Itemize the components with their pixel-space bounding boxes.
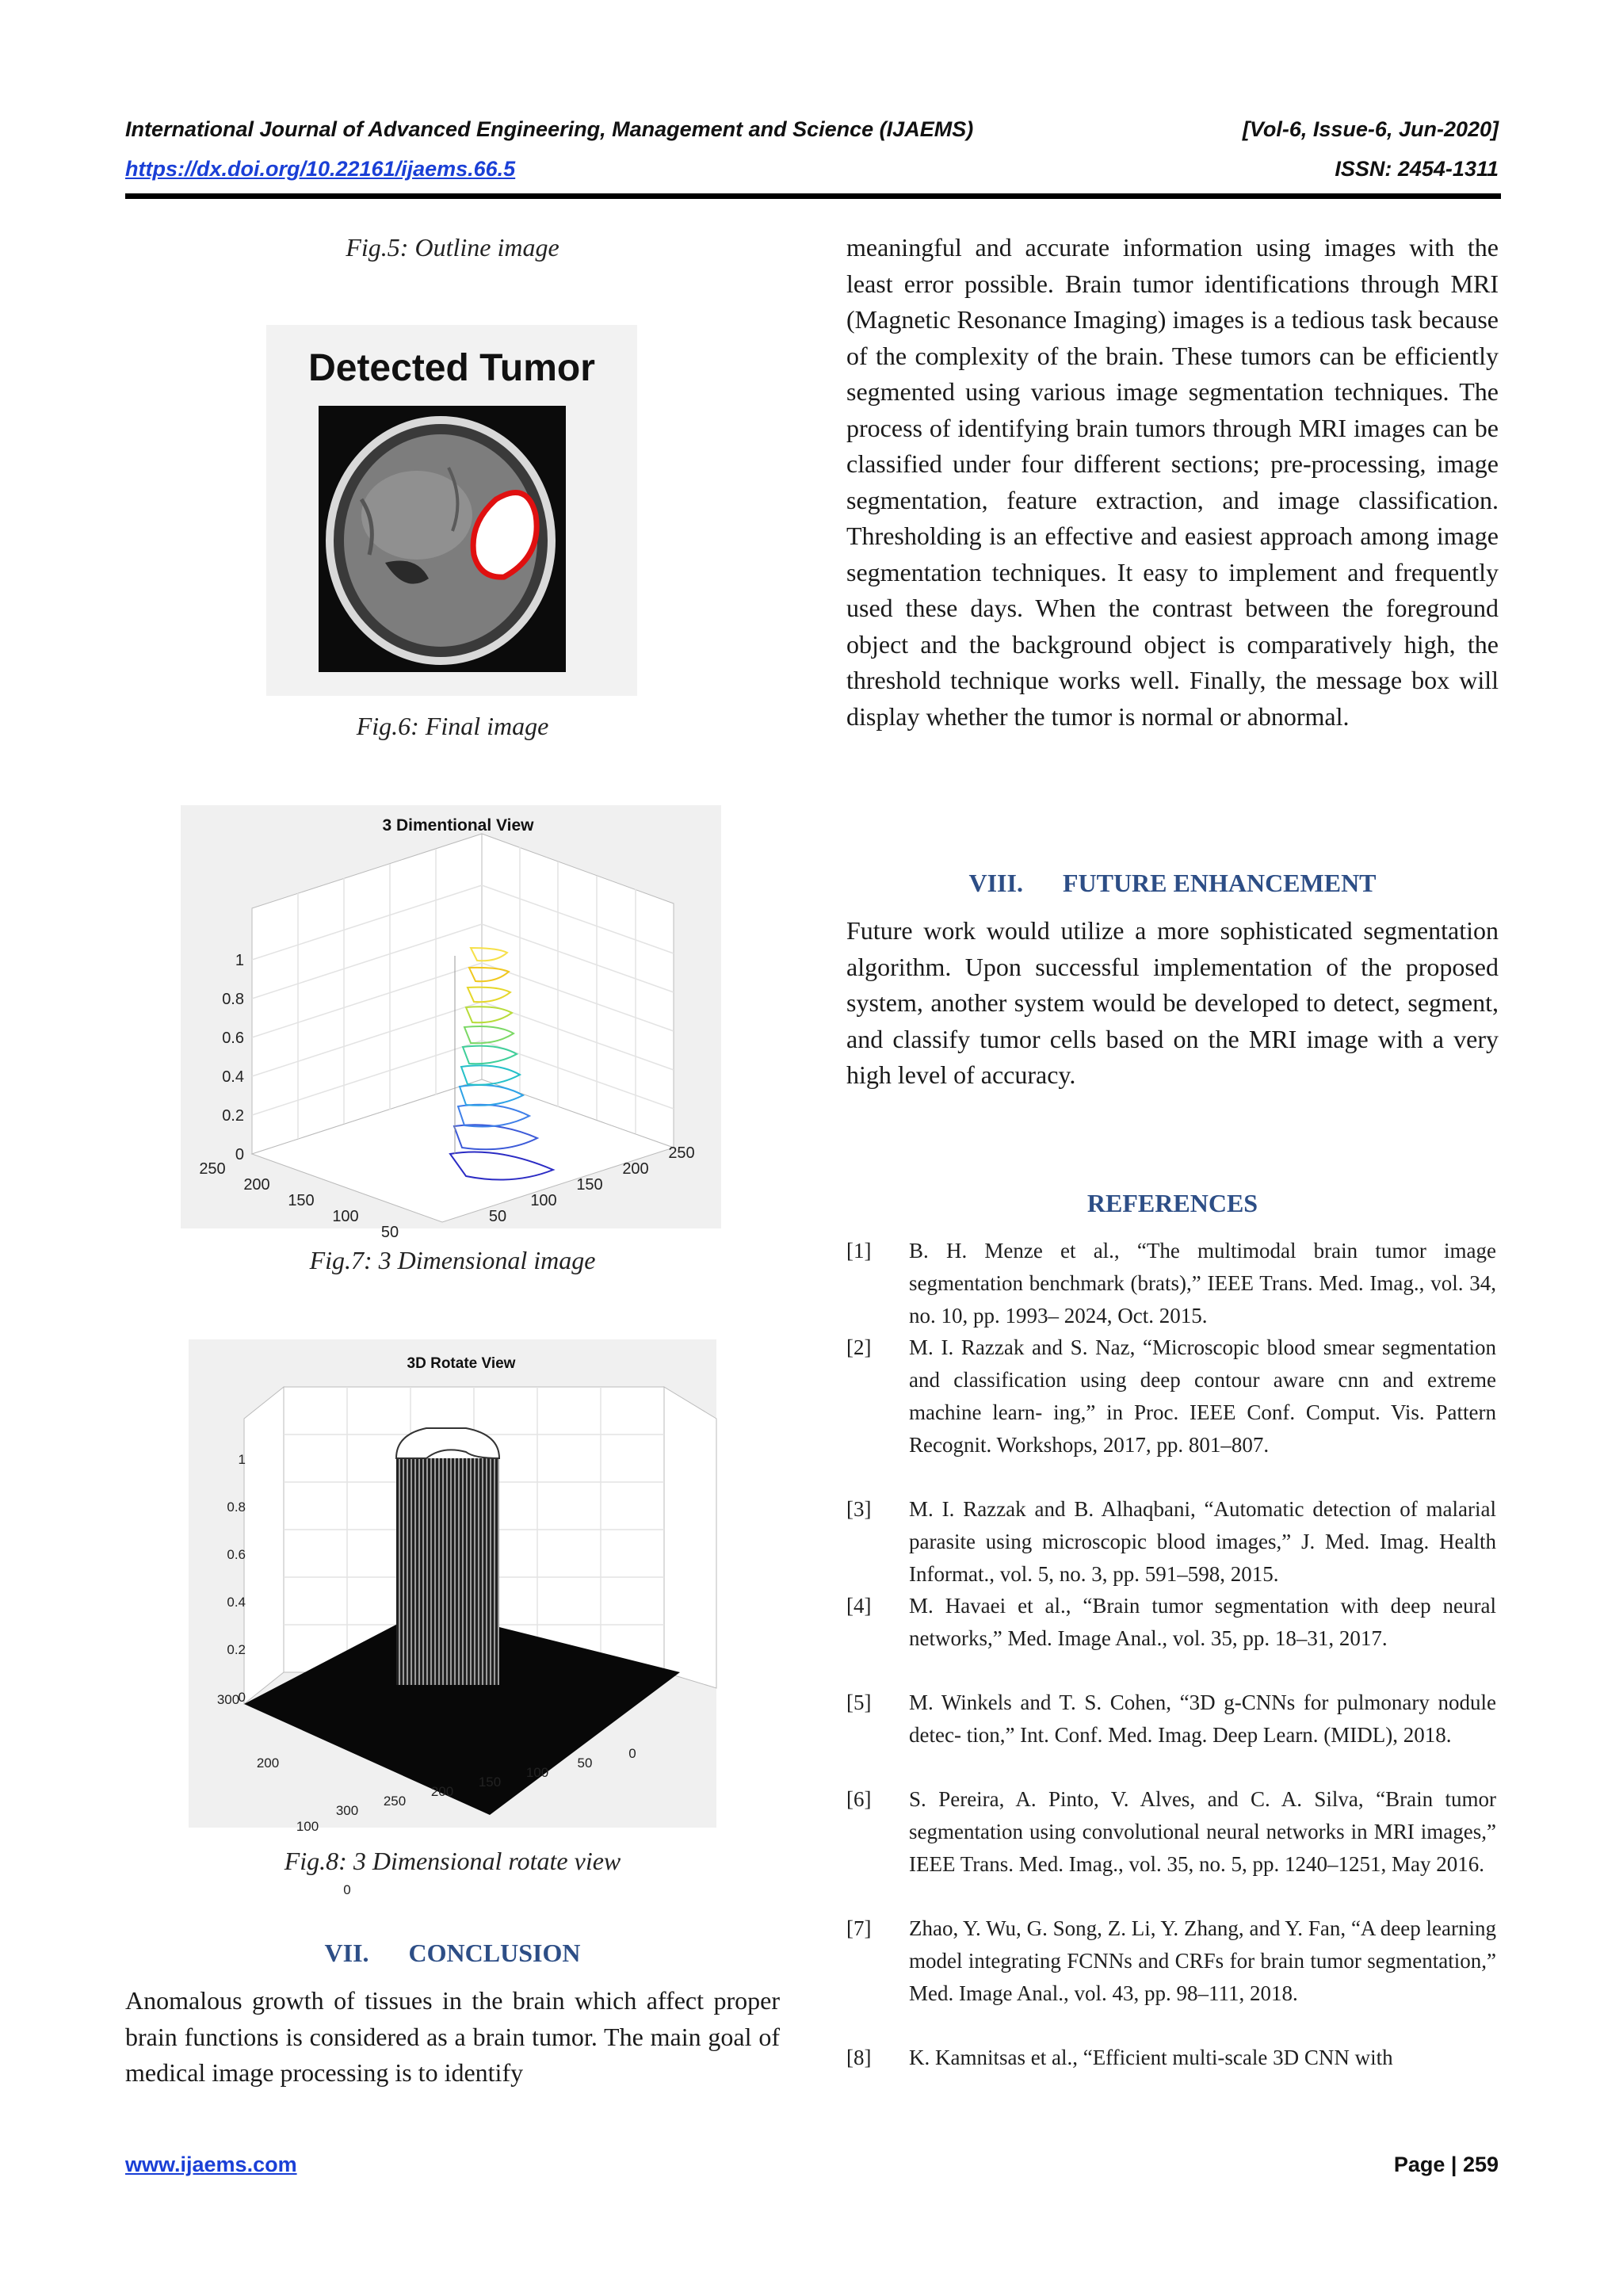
chart7-y-tick-label: 50 (380, 1224, 399, 1241)
chart7-y-tick-label: 150 (288, 1192, 315, 1209)
reference-text: Zhao, Y. Wu, G. Song, Z. Li, Y. Zhang, and Y. Fan, “A deep learning model integrating FCNNs and CRFs for brain tumor segmentation,” Med. Image Anal., vol. 43, pp. 98–111, 2018. (909, 1916, 1496, 2005)
chart7-z-ticks (222, 952, 244, 1163)
conclusion-heading-number: VII. (324, 1939, 369, 1967)
chart7-y-tick-label: 250 (199, 1160, 226, 1178)
chart8-z-tick-label: 0.4 (227, 1595, 246, 1610)
chart8-y-tick-label: 300 (216, 1692, 240, 1707)
chart8-title: 3D Rotate View (407, 1355, 516, 1372)
reference-text: M. Havaei et al., “Brain tumor segmentation with deep neural networks,” Med. Image Anal., vol. 35, pp. 18–31, 2017. (909, 1594, 1496, 1650)
reference-4 (846, 1590, 1496, 1655)
chart7-z-tick-label: 0 (235, 1146, 244, 1163)
reference-text: B. H. Menze et al., “The multimodal brain tumor image segmentation benchmark (brats),” IEEE Trans. Med. Imag., vol. 34, no. 10, pp. 1993– 2024, Oct. 2015. (909, 1239, 1496, 1328)
detected-tumor-figure (266, 325, 637, 696)
chart7-x-tick-label: 100 (530, 1192, 557, 1209)
chart7-z-tick-label: 1 (235, 952, 244, 969)
mri-image (266, 325, 637, 696)
chart7-y-tick-label: 100 (332, 1208, 359, 1225)
chart8-y-tick-label: 200 (256, 1755, 280, 1771)
chart8-x-tick-label: 150 (478, 1775, 502, 1790)
chart8-y-tick-label: 0 (343, 1882, 351, 1897)
reference-number: [1] (846, 1239, 872, 1263)
future-heading-number: VIII. (968, 869, 1023, 897)
chart7-z-tick-label: 0.6 (222, 1030, 244, 1047)
footer-site-link[interactable]: www.ijaems.com (125, 2153, 297, 2176)
chart8-y-tick-label: 100 (296, 1819, 319, 1834)
chart8-x-tick-label: 250 (383, 1794, 407, 1809)
reference-text: M. I. Razzak and S. Naz, “Microscopic blood smear segmentation and classification using deep contour aware cnn and extreme machine learn- ing,” in Proc. IEEE Conf. Comput. Vis. Pattern Recognit. Workshops, 2017, pp. 801–807. (909, 1335, 1496, 1457)
reference-3 (846, 1493, 1496, 1591)
fig6-caption: Fig.6: Final image (356, 712, 549, 740)
reference-text: S. Pereira, A. Pinto, V. Alves, and C. A. Silva, “Brain tumor segmentation using convolutional neural networks in MRI images,” IEEE Trans. Med. Imag., vol. 35, no. 5, pp. 1240–1251, May 2016. (909, 1787, 1496, 1876)
header-rule (125, 193, 1501, 199)
reference-number: [4] (846, 1594, 872, 1618)
fig6-title: Detected Tumor (308, 347, 595, 389)
reference-5 (846, 1687, 1496, 1752)
conclusion-text-left: Anomalous growth of tissues in the brain which affect proper brain functions is considered as a brain tumor. The main goal of medical image processing is to identify (125, 1986, 780, 2087)
future-heading-text: FUTURE ENHANCEMENT (1062, 869, 1377, 897)
chart7-z-tick-label: 0.4 (222, 1068, 244, 1086)
reference-number: [2] (846, 1335, 872, 1359)
fig7-chart (181, 805, 721, 1241)
future-heading (846, 869, 1499, 898)
chart7-title: 3 Dimentional View (382, 816, 534, 835)
reference-text: M. Winkels and T. S. Cohen, “3D g-CNNs for pulmonary nodule detec- tion,” Int. Conf. Med. Imag. Deep Learn. (MIDL), 2018. (909, 1690, 1496, 1747)
chart7-y-tick-label: 200 (243, 1176, 270, 1194)
chart8-z-tick-label: 0.2 (227, 1642, 246, 1657)
volume-info: [Vol-6, Issue-6, Jun-2020] (1242, 117, 1499, 141)
fig8-caption: Fig.8: 3 Dimensional rotate view (284, 1847, 621, 1875)
chart8-x-tick-label: 0 (628, 1746, 636, 1761)
reference-7 (846, 1912, 1496, 2010)
3d-view-chart (181, 805, 721, 1241)
doi-link[interactable]: https://dx.doi.org/10.22161/ijaems.66.5 (125, 157, 516, 181)
chart7-z-tick-label: 0.8 (222, 991, 244, 1008)
reference-number: [7] (846, 1916, 872, 1940)
chart8-x-tick-label: 100 (525, 1765, 549, 1780)
chart7-x-tick-label: 200 (622, 1160, 649, 1178)
future-text: Future work would utilize a more sophisticated segmentation algorithm. Upon successful implementation of the proposed system, another system would be developed to detect, segment, and classify tumor cells based on the MRI image with a very high level of accuracy. (846, 916, 1499, 1089)
chart8-x-tick-label: 200 (430, 1784, 454, 1799)
chart8-z-ticks (227, 1452, 246, 1705)
reference-number: [6] (846, 1787, 872, 1811)
reference-2 (846, 1331, 1496, 1461)
chart8-x-tick-label: 300 (335, 1803, 359, 1818)
journal-title: International Journal of Advanced Engineering, Management and Science (IJAEMS) (125, 117, 974, 141)
references-heading: REFERENCES (1086, 1189, 1258, 1217)
reference-6 (846, 1783, 1496, 1881)
chart8-z-tick-label: 1 (238, 1452, 246, 1467)
chart7-x-tick-label: 150 (576, 1176, 603, 1194)
reference-number: [3] (846, 1497, 872, 1521)
chart8-z-tick-label: 0 (238, 1690, 246, 1705)
reference-text: M. I. Razzak and B. Alhaqbani, “Automatic detection of malarial parasite using microscopic blood images,” J. Med. Imag. Health Informat., vol. 5, no. 3, pp. 591–598, 2015. (909, 1497, 1496, 1586)
fig5-caption: Fig.5: Outline image (346, 233, 559, 262)
reference-number: [8] (846, 2046, 872, 2069)
chart8-z-tick-label: 0.8 (227, 1499, 246, 1515)
chart8-x-tick-label: 50 (577, 1755, 593, 1771)
reference-8 (846, 2042, 1496, 2074)
chart7-z-tick-label: 0.2 (222, 1107, 244, 1125)
reference-1 (846, 1235, 1496, 1332)
conclusion-text-right: meaningful and accurate information using images with the least error possible. Brain tumor identifications through MRI (Magnetic Resonance Imaging) images is a tedious task because of the complexity of the brain. These tumors can be efficiently segmented using various image segmentation techniques. The process of identifying brain tumors through MRI images can be classified under four different sections; pre-processing, image segmentation, feature extraction, and image classification. Thresholding is an effective and easiest approach among image segmentation techniques. It easy to implement and frequently used these days. When the contrast between the foreground object and the background object is comparatively high, the threshold technique works well. Finally, the message box will display whether the tumor is normal or abnormal. (846, 233, 1499, 731)
chart7-x-tick-label: 50 (488, 1208, 507, 1225)
page-number: Page | 259 (1393, 2153, 1499, 2176)
issn: ISSN: 2454-1311 (1335, 157, 1499, 181)
chart7-x-tick-label: 250 (668, 1144, 695, 1162)
reference-number: [5] (846, 1690, 872, 1714)
conclusion-heading-text: CONCLUSION (408, 1939, 581, 1967)
fig7-caption: Fig.7: 3 Dimensional image (309, 1246, 596, 1274)
chart8-z-tick-label: 0.6 (227, 1547, 246, 1562)
reference-text: K. Kamnitsas et al., “Efficient multi-scale 3D CNN with (909, 2046, 1393, 2069)
conclusion-heading (125, 1939, 780, 1968)
